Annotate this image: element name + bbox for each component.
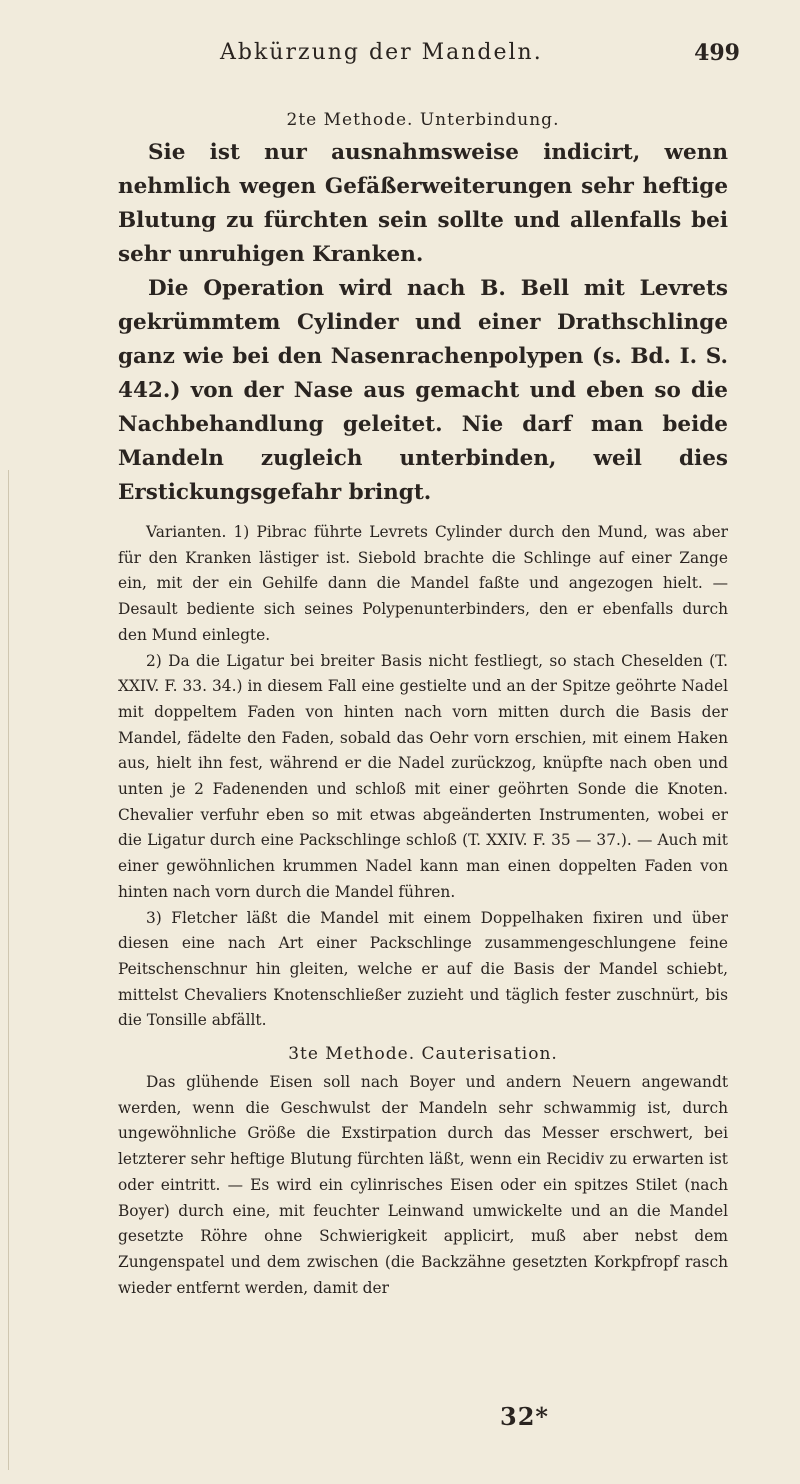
section-heading-cauterisation: 3te Methode. Cauterisation. (288, 1044, 558, 1065)
paragraph-cauterisation: Das glühende Eisen soll nach Boyer und andern Neuern angewandt werden, wenn die Geschwulst der Mandeln sehr schwammig ist, durch ungewöhnliche Größe die Exstirpation durch das Messer erschwert, bei letzterer sehr heftige Blutung fürchten läßt, wenn ein Recidiv zu erwarten ist oder eintritt. — Es wird ein cylinrisches Eisen oder ein spitzes Stilet (nach Boyer) durch eine, mit feuchter Leinwand umwickelte und an die Mandel gesetzte Röhre ohne Schwierigkeit applicirt, muß aber nebst dem Zungenspatel und dem zwischen (die Backzähne gesetzten Korkpfropf rasch wieder entfernt werden, damit der (118, 1073, 728, 1297)
binding-edge (8, 470, 9, 1470)
variant-1: Varianten. 1) Pibrac führte Levrets Cylinder durch den Mund, was aber für den Kranken lästiger ist. Siebold brachte die Schlinge auf einer Zange ein, mit der ein Gehilfe dann die Mandel faßte und angezogen hielt. — Desault bediente sich seines Polypenunterbinders, den er ebenfalls durch den Mund einlegte. (118, 523, 728, 644)
running-title: Abkürzung der Mandeln. (220, 40, 543, 65)
variant-2: 2) Da die Ligatur bei breiter Basis nicht festliegt, so stach Cheselden (T. XXIV. F. 33. 34.) in diesem Fall eine gestielte und an der Spitze geöhrte Nadel mit doppeltem Faden von hinten nach vorn mitten durch die Basis der Mandel, fädelte den Faden, sobald das Oehr vorn erschien, mit einem Haken aus, hielt ihn fest, während er die Nadel zurückzog, knüpfte nach oben und unten je 2 Fadenenden und schloß mit einer geöhrten Sonde die Knoten. Chevalier verfuhr eben so mit etwas abgeänderten Instrumenten, wobei er die Ligatur durch eine Packschlinge schloß (T. XXIV. F. 35 — 37.). — Auch mit einer gewöhnlichen krummen Nadel kann man einen doppelten Faden von hinten nach vorn durch die Mandel führen. (118, 651, 728, 901)
paragraph-operation: Die Operation wird nach B. Bell mit Levrets gekrümmtem Cylinder und einer Drathschlinge ganz wie bei den Nasenrachenpolypen (s. Bd. I. S. 442.) von der Nase aus gemacht und eben so die Nachbehandlung geleitet. Nie darf man beide Mandeln zugleich unterbinden, weil dies Erstickungsgefahr bringt. (118, 276, 728, 505)
signature-mark: 32* (500, 1402, 549, 1431)
page-header (140, 40, 740, 80)
page-body (118, 108, 728, 1301)
section-heading-unterbindung: 2te Methode. Unterbindung. (286, 110, 560, 130)
page-number: 499 (694, 40, 740, 66)
variant-3: 3) Fletcher läßt die Mandel mit einem Doppelhaken fixiren und über diesen eine nach Art einer Packschlinge zusammengeschlungene feine Peitschenschnur hin gleiten, welche er auf die Basis der Mandel schiebt, mittelst Chevaliers Knotenschließer zuzieht und täglich fester zuschnürt, bis die Tonsille abfällt. (118, 908, 728, 1030)
paragraph-indication: Sie ist nur ausnahmsweise indicirt, wenn nehmlich wegen Gefäßerweiterungen sehr heftige Blutung zu fürchten sein sollte und allenfalls bei sehr unruhigen Kranken. (118, 140, 728, 267)
